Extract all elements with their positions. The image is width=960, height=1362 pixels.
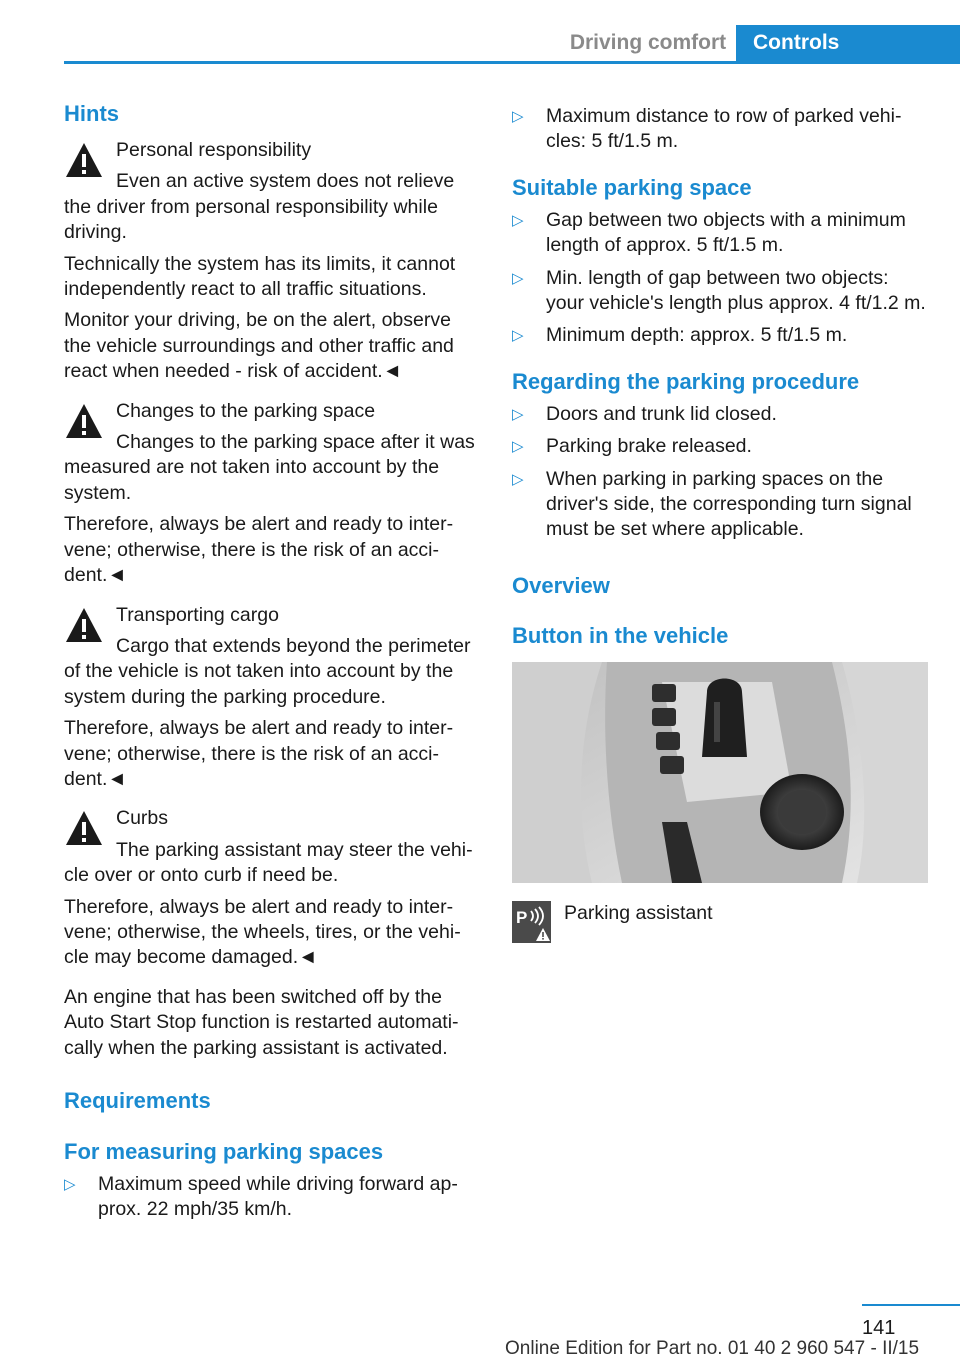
hint-paragraph: Technically the system has its limits, it cannot independently react to all traffic situations. — [64, 252, 456, 301]
parking-assistant-button-row — [512, 901, 928, 945]
warning-triangle-icon — [64, 808, 104, 848]
header-section-label: Driving comfort — [560, 25, 736, 61]
list-item: ▷ Maximum speed while driving forward ap‐ prox. 22 mph/35 km/h. — [64, 1173, 458, 1221]
warning-parking-space-changes — [64, 399, 480, 507]
bullet-triangle-icon: ▷ — [512, 108, 524, 125]
warning-text: measured are not taken into account by the system. — [64, 456, 440, 504]
warning-text-first-line: The parking assistant may steer the vehi‐ — [116, 838, 473, 861]
bullet-triangle-icon: ▷ — [64, 1176, 76, 1193]
parking-assistant-label: Parking assistant — [564, 901, 713, 924]
warning-transporting-cargo — [64, 603, 480, 711]
warning-triangle-icon — [64, 605, 104, 645]
bullet-triangle-icon: ▷ — [512, 438, 524, 456]
hint-paragraph: Therefore, always be alert and ready to inter‐ vene; otherwise, the wheels, tires, or the vehi‐ cle may become damaged.◄ — [64, 895, 461, 969]
list-item: ▷ Gap between two objects with a minimum length of approx. 5 ft/1.5 m. — [512, 208, 906, 257]
measuring-list — [64, 1172, 480, 1230]
warning-text-first-line: Cargo that extends beyond the perimeter — [116, 634, 471, 657]
right-column — [512, 104, 928, 945]
svg-text:P: P — [516, 907, 528, 927]
warning-title: Transporting cargo — [116, 603, 279, 626]
center-console-photo — [512, 662, 928, 883]
suitable-space-list — [512, 208, 928, 356]
header-divider — [64, 61, 960, 64]
footer-divider — [862, 1304, 960, 1306]
bullet-triangle-icon: ▷ — [512, 405, 524, 423]
warning-triangle-icon — [64, 401, 104, 441]
warning-text: the driver from personal responsibility while driving. — [64, 195, 438, 244]
procedure-heading: Regarding the parking procedure — [512, 368, 860, 394]
procedure-list — [512, 402, 928, 550]
hints-heading: Hints — [64, 101, 119, 126]
measuring-list-continued — [512, 104, 928, 162]
hint-paragraph: Therefore, always be alert and ready to inter‐ vene; otherwise, there is the risk of an acci‐ dent.◄ — [64, 717, 454, 790]
bullet-triangle-icon: ▷ — [512, 211, 524, 229]
parking-assistant-icon — [512, 901, 551, 943]
engine-note: An engine that has been switched off by the Auto Start Stop function is restarted automati‐ cally when the parking assistant is activated. — [64, 985, 459, 1059]
bullet-triangle-icon: ▷ — [512, 327, 524, 345]
warning-personal-responsibility — [64, 138, 480, 246]
warning-title: Curbs — [116, 807, 169, 830]
warning-text: cle over or onto curb if need be. — [64, 864, 339, 887]
list-item: ▷ When parking in parking spaces on the driver's side, the corresponding turn signal must be set where applicable. — [512, 467, 912, 541]
list-item: ▷ Minimum depth: approx. 5 ft/1.5 m. — [512, 324, 848, 347]
hint-paragraph: Therefore, always be alert and ready to inter‐ vene; otherwise, there is the risk of an acci‐ dent.◄ — [64, 513, 454, 587]
warning-title: Changes to the parking space — [116, 399, 376, 422]
warning-text: of the vehicle is not taken into account by the system during the parking procedure. — [64, 660, 454, 708]
warning-text-first-line: Changes to the parking space after it was — [116, 431, 475, 454]
left-column — [64, 100, 480, 1230]
list-item: ▷ Parking brake released. — [512, 435, 752, 458]
bullet-triangle-icon: ▷ — [512, 269, 524, 287]
overview-heading: Overview — [512, 572, 610, 598]
page-number: 141 — [862, 1317, 896, 1339]
edition-note: Online Edition for Part no. 01 40 2 960 547 - II/15 — [505, 1338, 920, 1359]
warning-text-first-line: Even an active system does not relieve — [116, 170, 455, 193]
warning-curbs — [64, 806, 480, 888]
measuring-heading: For measuring parking spaces — [64, 1139, 384, 1164]
list-item: ▷ Maximum distance to row of parked vehi‐ cles: 5 ft/1.5 m. — [512, 105, 902, 153]
bullet-triangle-icon: ▷ — [512, 470, 524, 488]
suitable-space-heading: Suitable parking space — [512, 174, 752, 200]
warning-title: Personal responsibility — [116, 139, 312, 161]
button-in-vehicle-heading: Button in the vehicle — [512, 622, 729, 648]
list-item: ▷ Min. length of gap between two objects: your vehicle's length plus approx. 4 ft/1.2 m. — [512, 266, 926, 315]
warning-triangle-icon — [64, 140, 104, 180]
hint-paragraph: Monitor your driving, be on the alert, observe the vehicle surroundings and other traffic and react when needed - risk of accident.◄ — [64, 309, 454, 383]
list-item: ▷ Doors and trunk lid closed. — [512, 402, 777, 425]
requirements-heading: Requirements — [64, 1088, 211, 1113]
header-chapter-tab: Controls — [736, 25, 960, 61]
